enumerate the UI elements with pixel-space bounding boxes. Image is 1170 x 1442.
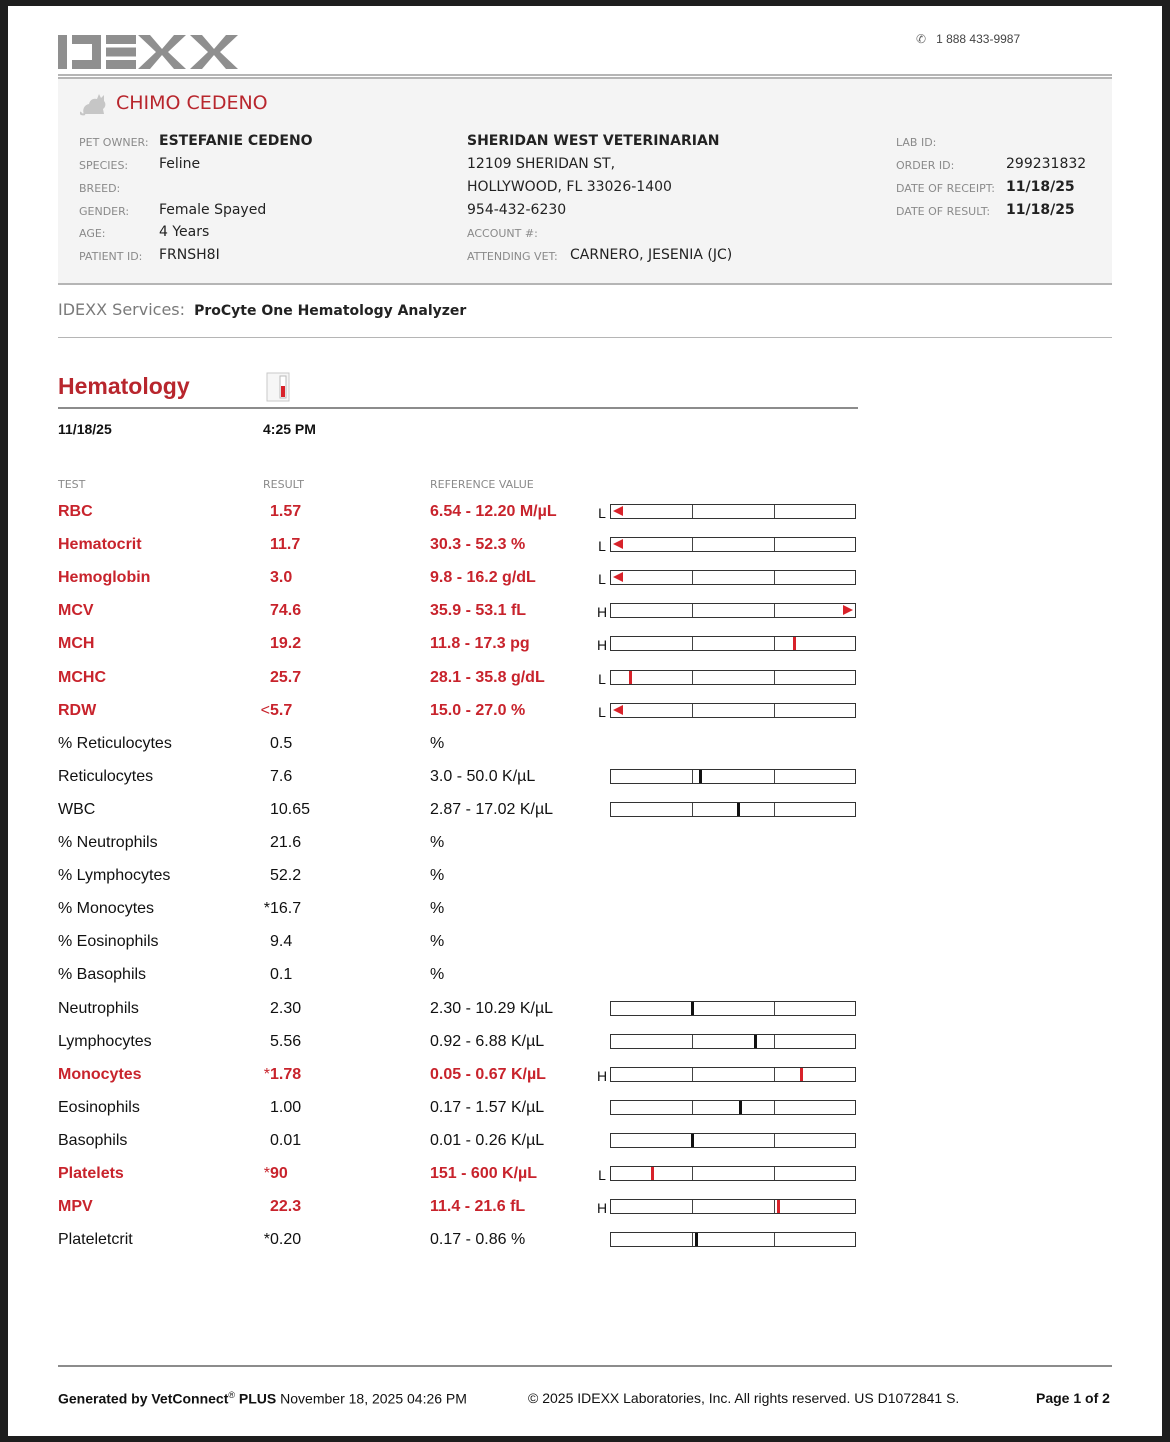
test-name: Eosinophils <box>58 1098 140 1116</box>
reference-range: 0.05 - 0.67 K/µL <box>430 1065 546 1083</box>
reference-range: % <box>430 966 445 984</box>
test-name: Hemoglobin <box>58 569 151 587</box>
result-marker-tick <box>695 1233 698 1246</box>
result-number: 9.4 <box>270 933 293 951</box>
clinic-name: SHERIDAN WEST VETERINARIAN <box>467 133 720 149</box>
range-bar-divider <box>692 538 693 551</box>
page-number: Page 1 of 2 <box>1036 1390 1110 1406</box>
clinic-address1: 12109 SHERIDAN ST, <box>467 156 616 172</box>
table-row <box>8 960 1162 990</box>
range-bar-divider <box>774 704 775 717</box>
below-range-arrow <box>613 572 623 582</box>
result-value <box>252 1165 288 1183</box>
copyright: © 2025 IDEXX Laboratories, Inc. All rights reserved. US D1072841 S. <box>528 1390 960 1406</box>
range-bar-divider <box>692 1233 693 1246</box>
support-phone: ✆ 1 888 433-9987 <box>916 32 1021 46</box>
result-value <box>252 834 301 852</box>
flag-indicator: L <box>598 1167 606 1183</box>
header-divider <box>58 74 1112 76</box>
table-row <box>8 795 1162 825</box>
range-bar <box>610 670 856 685</box>
reference-range: 11.4 - 21.6 fL <box>430 1198 526 1216</box>
result-value <box>252 768 292 786</box>
test-name: MPV <box>58 1198 93 1216</box>
result-value <box>252 1198 301 1216</box>
table-row <box>8 696 1162 726</box>
result-marker-tick <box>691 1002 694 1015</box>
result-marker: * <box>263 1231 270 1249</box>
table-row <box>8 1027 1162 1057</box>
flag-indicator: L <box>598 670 606 687</box>
idexx-logo <box>58 32 244 72</box>
result-value <box>252 867 301 885</box>
test-name: Platelets <box>58 1165 124 1182</box>
range-bar-divider <box>774 505 775 518</box>
range-bar-divider <box>774 1002 775 1015</box>
range-bar-divider <box>774 604 775 617</box>
reference-range: 0.01 - 0.26 K/µL <box>430 1131 545 1149</box>
services-line: IDEXX Services: ProCyte One Hematology Analyzer <box>58 300 467 319</box>
reference-range: 151 - 600 K/µL <box>430 1165 538 1182</box>
table-row <box>8 596 1162 626</box>
range-bar-divider <box>774 1035 775 1048</box>
range-bar-divider <box>692 1035 693 1048</box>
range-bar-divider <box>692 505 693 518</box>
result-time: 4:25 PM <box>263 421 316 437</box>
range-bar <box>610 1166 856 1181</box>
result-value <box>252 702 292 720</box>
result-value <box>252 735 292 753</box>
result-marker-tick <box>800 1068 803 1081</box>
range-bar-divider <box>692 1200 693 1213</box>
blood-tube-icon <box>266 372 290 402</box>
table-row <box>8 497 1162 527</box>
result-column-header: RESULT <box>263 478 304 491</box>
result-marker: * <box>263 1065 270 1083</box>
reference-range: 30.3 - 52.3 % <box>430 536 526 554</box>
test-name: % Lymphocytes <box>58 867 171 885</box>
result-marker-tick <box>629 671 632 684</box>
result-value <box>252 1033 301 1051</box>
test-name: MCH <box>58 635 95 653</box>
result-marker: * <box>263 900 270 918</box>
result-number: 19.2 <box>270 635 302 653</box>
reference-range: % <box>430 933 445 951</box>
range-bar-divider <box>692 604 693 617</box>
range-bar-divider <box>774 1233 775 1246</box>
range-bar-divider <box>774 637 775 650</box>
reference-range: 28.1 - 35.8 g/dL <box>430 668 545 686</box>
result-marker-tick <box>777 1200 780 1213</box>
table-row <box>8 629 1162 659</box>
range-bar-divider <box>692 704 693 717</box>
range-bar <box>610 769 856 784</box>
range-bar <box>610 1232 856 1247</box>
range-bar-divider <box>692 1101 693 1114</box>
result-value <box>252 635 301 653</box>
range-bar-divider <box>774 803 775 816</box>
report-page: ✆ 1 888 433-9987 CHIMO CEDENO PET OWNER: ESTEFANIE CEDENO SPECIES: Feline BREED: GENDER: Female Spayed AGE: 4 Years PATIENT ID: FRNSH8I SHERIDAN WEST VETERINARIAN 12109 SHERIDAN ST, HOLLYWOOD, FL 33026-1400 954-432-6230 ACCOUNT #: ATTENDING VET: CARNERO, JESENIA (JC) LAB ID: ORDER ID: 299231832 DATE OF RECEIPT: 11/18/25 DATE OF RESULT: 11/18/25 IDEXX Services: ProCyte One Hematology Analyzer Hematology 11/18/25 4:25 PM TEST RESULT REFERENCE VALUE RBC 1.57 6.54 - 12.20 M/µL L Hematocrit 11.7 30.3 - 52.3 % L Hemoglobin 3.0 9.8 - 16.2 g/dL L MCV 74.6 35.9 - 53.1 fL H MCH 19.2 11.8 - 17.3 pg H MCHC 25.7 28.1 - 35.8 g/dL L RDW <5.7 15.0 - 27.0 % L % Reticulocytes 0.5 % Reticulocytes 7.6 3.0 - 50.0 K/µL WBC 10.65 2.87 - 17.02 K/µL % Neutrophils 21.6 % % Lymphocytes 52.2 % % Monocytes *16.7 % % Eosinophils 9.4 % % Basophils 0.1 % Neutrophils 2.30 2.30 - 10.29 K/µL Lymphocytes 5.56 0.92 - 6.88 K/µL Monocytes *1.78 0.05 - 0.67 K/µL H Eosinophils 1.00 0.17 - 1.57 K/µL Basophils 0.01 0.01 - 0.26 K/µL Platelets *90 151 - 600 K/µL L MPV 22.3 11.4 - 21.6 fL H Plateletcrit *0.20 0.17 - 0.86 % Generated by VetConnect® PLUS November 18, 2025 04:26 PM © 2025 IDEXX Laboratories, Inc. All rights reserved. US D1072841 S. Page 1 of 2 <box>8 6 1162 1436</box>
reference-range: 2.30 - 10.29 K/µL <box>430 999 554 1017</box>
services-divider <box>58 337 1112 338</box>
table-row <box>8 994 1162 1024</box>
range-bar <box>610 703 856 718</box>
result-value <box>252 669 301 687</box>
result-value <box>252 536 300 554</box>
table-row <box>8 729 1162 759</box>
table-row <box>8 1192 1162 1222</box>
result-marker-tick <box>793 637 796 650</box>
range-bar <box>610 1067 856 1082</box>
range-bar <box>610 1133 856 1148</box>
result-number: 21.6 <box>270 834 302 851</box>
range-bar <box>610 537 856 552</box>
clinic-phone: 954-432-6230 <box>467 202 567 218</box>
table-row <box>8 1159 1162 1189</box>
result-number: 52.2 <box>270 867 302 885</box>
reference-range: 35.9 - 53.1 fL <box>430 602 527 620</box>
result-value <box>252 900 301 918</box>
range-bar <box>610 1001 856 1016</box>
result-marker-tick <box>651 1167 654 1180</box>
result-date: 11/18/25 <box>58 421 112 437</box>
range-bar-divider <box>692 803 693 816</box>
range-bar-divider <box>692 770 693 783</box>
flag-indicator: H <box>596 637 608 654</box>
table-row <box>8 1093 1162 1123</box>
result-number: 0.5 <box>270 734 293 752</box>
range-bar <box>610 570 856 585</box>
range-bar-divider <box>774 770 775 783</box>
result-number: 0.1 <box>270 966 293 984</box>
flag-indicator: H <box>596 604 608 621</box>
range-bar <box>610 1034 856 1049</box>
reference-range: 11.8 - 17.3 pg <box>430 635 530 653</box>
test-name: RDW <box>58 701 97 719</box>
result-value <box>252 1132 301 1150</box>
test-name: % Neutrophils <box>58 834 158 851</box>
table-row <box>8 1126 1162 1156</box>
result-marker: < <box>260 701 270 719</box>
result-value <box>252 602 301 620</box>
table-row <box>8 762 1162 792</box>
result-number: 25.7 <box>270 668 302 686</box>
range-bar-divider <box>692 1068 693 1081</box>
range-bar <box>610 802 856 817</box>
section-divider <box>58 407 858 409</box>
result-number: 10.65 <box>270 800 311 818</box>
range-bar-divider <box>774 538 775 551</box>
range-bar <box>610 1100 856 1115</box>
reference-range: % <box>430 734 445 752</box>
result-value <box>252 966 292 984</box>
reference-range: % <box>430 900 445 918</box>
range-bar-divider <box>774 1134 775 1147</box>
range-bar-divider <box>774 671 775 684</box>
result-value <box>252 569 292 587</box>
result-value <box>252 1000 301 1018</box>
table-row <box>8 1060 1162 1090</box>
result-number: 16.7 <box>270 900 302 918</box>
reference-range: 6.54 - 12.20 M/µL <box>430 503 557 520</box>
result-value <box>252 933 292 951</box>
reference-range: 2.87 - 17.02 K/µL <box>430 800 554 818</box>
result-number: 1.57 <box>270 503 302 520</box>
patient-name: CHIMO CEDENO <box>116 92 268 114</box>
test-name: % Eosinophils <box>58 933 159 951</box>
test-name: % Basophils <box>58 966 147 984</box>
test-name: WBC <box>58 800 96 818</box>
test-name: Monocytes <box>58 1065 142 1083</box>
reference-column-header: REFERENCE VALUE <box>430 478 534 491</box>
range-bar-divider <box>774 571 775 584</box>
test-name: MCHC <box>58 668 106 686</box>
flag-indicator: L <box>598 703 606 720</box>
result-number: 7.6 <box>270 767 293 785</box>
range-bar <box>610 636 856 651</box>
range-bar-divider <box>692 1167 693 1180</box>
table-row <box>8 828 1162 858</box>
result-number: 2.30 <box>270 999 302 1017</box>
reference-range: 0.17 - 0.86 % <box>430 1231 526 1249</box>
range-bar-divider <box>774 1200 775 1213</box>
result-number: 5.56 <box>270 1032 302 1050</box>
test-name: % Monocytes <box>58 900 155 918</box>
result-marker-tick <box>754 1035 757 1048</box>
clinic-address2: HOLLYWOOD, FL 33026-1400 <box>467 179 672 195</box>
flag-indicator: H <box>596 1200 608 1217</box>
result-number: 90 <box>270 1165 288 1182</box>
above-range-arrow <box>843 605 853 615</box>
result-number: 1.78 <box>270 1065 302 1083</box>
result-number: 1.00 <box>270 1098 302 1116</box>
cat-icon <box>80 90 110 116</box>
phone-icon: ✆ <box>916 32 927 46</box>
test-column-header: TEST <box>58 478 86 491</box>
result-number: 0.01 <box>270 1131 302 1149</box>
test-name: Plateletcrit <box>58 1231 133 1249</box>
result-marker-tick <box>691 1134 694 1147</box>
below-range-arrow <box>613 539 623 549</box>
result-value <box>252 1099 301 1117</box>
table-row <box>8 563 1162 593</box>
result-number: 3.0 <box>270 569 293 587</box>
reference-range: 3.0 - 50.0 K/µL <box>430 767 536 785</box>
generated-by: Generated by VetConnect® PLUS November 18, 2025 04:26 PM <box>58 1390 467 1407</box>
range-bar-divider <box>692 671 693 684</box>
table-row <box>8 927 1162 957</box>
table-row <box>8 1225 1162 1255</box>
test-name: Basophils <box>58 1131 128 1149</box>
test-name: Lymphocytes <box>58 1032 152 1050</box>
reference-range: 0.92 - 6.88 K/µL <box>430 1032 545 1050</box>
test-name: Neutrophils <box>58 999 139 1017</box>
reference-range: % <box>430 867 445 885</box>
result-number: 0.20 <box>270 1231 302 1249</box>
result-value <box>252 1231 301 1249</box>
result-marker-tick <box>739 1101 742 1114</box>
flag-indicator: L <box>598 571 606 588</box>
table-row <box>8 894 1162 924</box>
test-name: MCV <box>58 602 94 620</box>
reference-range: % <box>430 834 445 851</box>
result-value <box>252 801 310 819</box>
table-row <box>8 663 1162 693</box>
flag-indicator: H <box>596 1067 608 1084</box>
range-bar <box>610 1199 856 1214</box>
result-number: 5.7 <box>270 701 293 719</box>
flag-indicator: L <box>598 538 606 555</box>
result-marker-tick <box>737 803 740 816</box>
table-row <box>8 530 1162 560</box>
footer-divider <box>58 1365 1112 1367</box>
result-number: 11.7 <box>270 536 301 554</box>
result-marker-tick <box>699 770 702 783</box>
range-bar <box>610 504 856 519</box>
reference-range: 15.0 - 27.0 % <box>430 701 526 719</box>
test-name: Hematocrit <box>58 536 142 554</box>
result-value <box>252 1066 301 1084</box>
result-value <box>252 503 301 521</box>
result-marker: * <box>263 1165 270 1182</box>
test-name: RBC <box>58 503 93 520</box>
section-title: Hematology <box>58 373 190 399</box>
table-row <box>8 861 1162 891</box>
range-bar-divider <box>692 637 693 650</box>
range-bar-divider <box>774 1068 775 1081</box>
range-bar-divider <box>692 571 693 584</box>
below-range-arrow <box>613 506 623 516</box>
below-range-arrow <box>613 705 623 715</box>
reference-range: 9.8 - 16.2 g/dL <box>430 569 536 587</box>
result-number: 74.6 <box>270 602 302 620</box>
reference-range: 0.17 - 1.57 K/µL <box>430 1098 545 1116</box>
range-bar <box>610 603 856 618</box>
result-number: 22.3 <box>270 1198 302 1216</box>
range-bar-divider <box>774 1167 775 1180</box>
flag-indicator: L <box>598 505 606 521</box>
range-bar-divider <box>774 1101 775 1114</box>
test-name: % Reticulocytes <box>58 734 172 752</box>
test-name: Reticulocytes <box>58 767 154 785</box>
